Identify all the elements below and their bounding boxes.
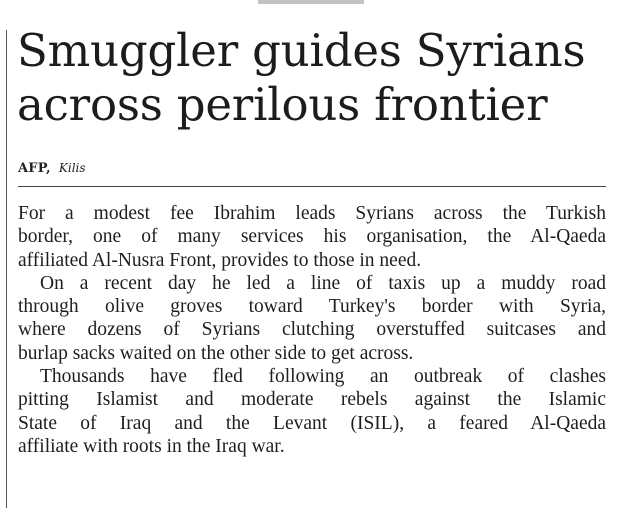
headline-line-1: Smuggler guides Syrians <box>17 24 586 77</box>
byline-divider <box>18 186 606 187</box>
article-byline <box>18 159 86 178</box>
headline-line-2: across perilous frontier <box>17 78 548 131</box>
article-headline <box>17 24 617 132</box>
paragraph-2-line-2: through olive groves toward Turkey's border with Syria, <box>18 296 606 318</box>
paragraph-3-line-1: Thousands have fled following an outbreak of clashes <box>40 366 606 388</box>
paragraph-1-line-2: border, one of many services his organisation, the Al-Qaeda <box>18 226 606 248</box>
column-rule-left <box>6 30 7 508</box>
article-body <box>18 202 606 458</box>
paragraph-1-line-3: affiliated Al-Nusra Front, provides to those in need. <box>18 249 422 271</box>
paragraph-1-line-1: For a modest fee Ibrahim leads Syrians across the Turkish <box>18 203 606 224</box>
paragraph-3-line-4: affiliate with roots in the Iraq war. <box>18 435 285 457</box>
paragraph-3-line-3: State of Iraq and the Levant (ISIL), a feared Al-Qaeda <box>18 412 606 434</box>
cropped-text-fragment-bottom <box>18 500 348 508</box>
paragraph-2-line-4: burlap sacks waited on the other side to get across. <box>18 342 414 364</box>
paragraph-3-line-2: pitting Islamist and moderate rebels against the Islamic <box>18 389 606 411</box>
paragraph-2-line-1: On a recent day he led a line of taxis up a muddy road <box>40 272 606 294</box>
cropped-text-fragment-top <box>258 0 364 4</box>
paragraph-2-line-3: where dozens of Syrians clutching overstuffed suitcases and <box>18 319 606 341</box>
byline-dateline: Kilis <box>58 161 86 175</box>
byline-agency: AFP, <box>18 161 51 176</box>
